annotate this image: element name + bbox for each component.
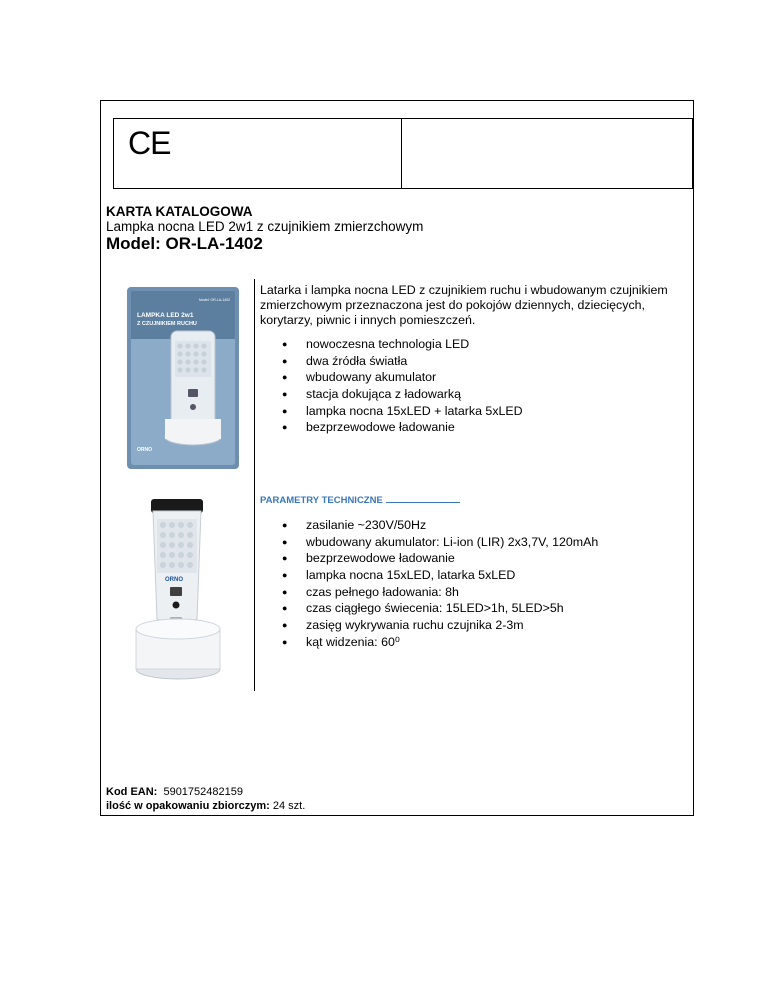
list-item: ● stacja dokująca z ładowarką <box>260 386 523 403</box>
list-item: ● czas ciągłego świecenia: 15LED>1h, 5LED>5h <box>260 600 598 617</box>
params-heading-text: PARAMETRY TECHNICZNE <box>260 495 383 506</box>
quantity-label: ilość w opakowaniu zbiorczym: <box>106 800 270 812</box>
list-item: ● bezprzewodowe ładowanie <box>260 550 598 567</box>
list-item: ● zasilanie ~230V/50Hz <box>260 517 598 534</box>
list-item: ● lampka nocna 15xLED, latarka 5xLED <box>260 567 598 584</box>
quantity-value: 24 szt. <box>272 800 306 812</box>
catalog-sheet <box>100 100 694 816</box>
model-heading: Model: OR-LA-1402 <box>106 234 263 253</box>
product-subtitle: Lampka nocna LED 2w1 z czujnikiem zmierzchowym <box>106 219 424 234</box>
list-item: ● czas pełnego ładowania: 8h <box>260 584 598 601</box>
ean-label: Kod EAN: <box>106 786 158 798</box>
features-list <box>260 336 523 436</box>
list-item: ● nowoczesna technologia LED <box>260 336 523 353</box>
list-item: ● wbudowany akumulator: Li-ion (LIR) 2x3,7V, 120mAh <box>260 534 598 551</box>
list-item: ● bezprzewodowe ładowanie <box>260 419 523 436</box>
header-logo-cell <box>113 118 401 189</box>
package-image <box>127 287 239 469</box>
product-description: Latarka i lampka nocna LED z czujnikiem ruchu i wbudowanym czujnikiem zmierzchowym przeznaczona jest do pokojów dziennych, dziecięcych, korytarzy, piwnic i innych pomieszczeń. <box>260 283 668 327</box>
package-title2-text: Z CZUJNIKIEM RUCHU <box>137 321 197 327</box>
list-item: ● kąt widzenia: 60⁰ <box>260 634 598 651</box>
params-list <box>260 517 598 651</box>
params-heading-underline <box>386 502 460 503</box>
product-brand-text: ORNO <box>165 577 183 583</box>
ce-mark-logo: CE <box>128 125 171 161</box>
list-item: ● zasięg wykrywania ruchu czujnika 2-3m <box>260 617 598 634</box>
product-image-cell <box>113 279 255 691</box>
product-image <box>136 499 220 679</box>
product-photos <box>113 279 254 691</box>
package-title-text: LAMPKA LED 2w1 <box>137 312 194 319</box>
ean-line <box>106 786 243 798</box>
list-item: ● dwa źródła światła <box>260 353 523 370</box>
ean-value: 5901752482159 <box>163 786 243 798</box>
package-model-text: Model: OR-LA-1402 <box>199 298 231 302</box>
quantity-line <box>106 800 305 812</box>
params-heading <box>260 495 460 506</box>
list-item: ● lampka nocna 15xLED + latarka 5xLED <box>260 403 523 420</box>
list-item: ● wbudowany akumulator <box>260 369 523 386</box>
document-kind-heading: KARTA KATALOGOWA <box>106 204 253 219</box>
header-blank-cell <box>401 118 693 189</box>
package-brand-text: ORNO <box>137 447 152 453</box>
